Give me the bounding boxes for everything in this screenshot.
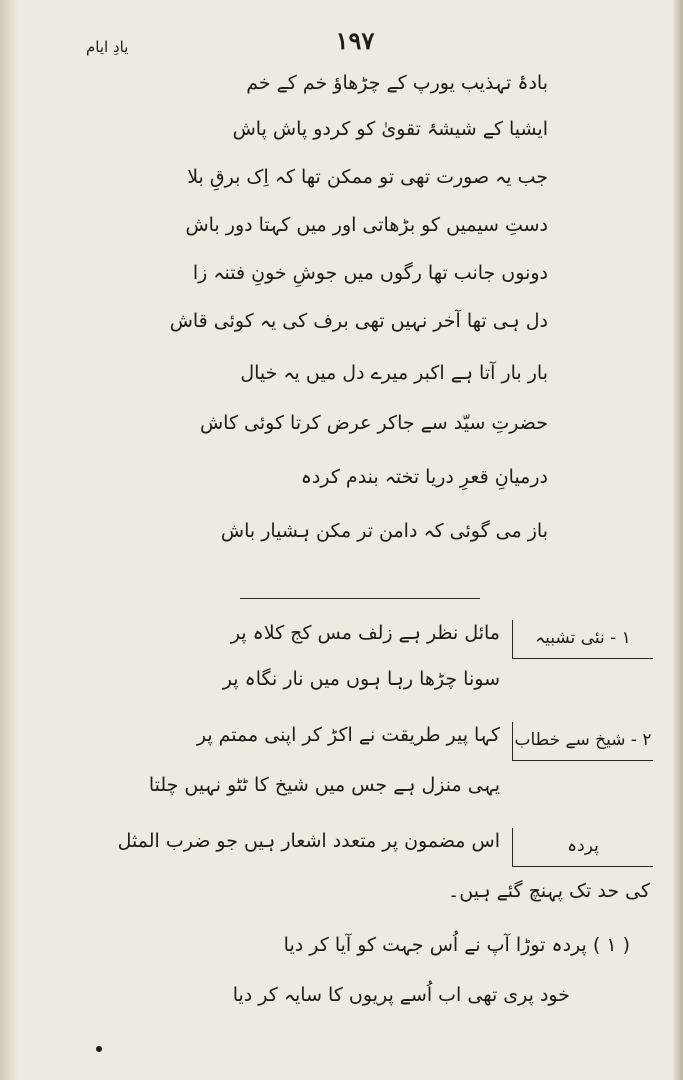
poem-line: دل ہی تھا آخر نہیں تھی برف کی یہ کوئی قاش bbox=[169, 310, 548, 332]
prose-line: کی حد تک پہنچ گئے ہیں۔ bbox=[448, 880, 650, 902]
section-label-sheikh: ۲ - شیخ سے خطاب bbox=[512, 722, 653, 761]
verse-line: کہا پیر طریقت نے اکڑ کر اپنی ممتم پر bbox=[196, 724, 500, 746]
verse-line: ( ۱ ) پردہ توڑا آپ نے اُس جہت کو آیا کر دیا bbox=[283, 934, 630, 956]
section-divider bbox=[240, 598, 480, 599]
poem-line: دونوں جانب تھا رگوں میں جوشِ خونِ فتنہ زا bbox=[192, 262, 548, 284]
running-head: یادِ ایام bbox=[86, 38, 129, 56]
verse-line: خود پری تھی اب اُسے پریوں کا سایہ کر دیا bbox=[232, 984, 570, 1006]
poem-line: بار بار آتا ہے اکبر میرے دل میں یہ خیال bbox=[240, 362, 548, 384]
page-number: ۱۹۷ bbox=[335, 26, 375, 55]
poem-line: دستِ سیمیں کو بڑھاتی اور میں کہتا دور باش bbox=[185, 214, 548, 236]
prose-line: اس مضمون پر متعدد اشعار ہیں جو ضرب المثل bbox=[117, 830, 500, 852]
verse-line: مائل نظر ہے زلف مس کج کلاہ پر bbox=[230, 622, 500, 644]
poem-line: ایشیا کے شیشۂ تقویٰ کو کردو پاش پاش bbox=[232, 118, 548, 140]
verse-line: یہی منزل ہے جس میں شیخ کا ٹٹو نہیں چلتا bbox=[148, 774, 500, 796]
section-label-parda: پردہ bbox=[512, 828, 653, 867]
ink-dot bbox=[96, 1046, 102, 1052]
verse-line: سونا چڑھا رہا ہوں میں نار نگاہ پر bbox=[222, 668, 500, 690]
poem-line: باز می گوئی کہ دامن تر مکن ہشیار باش bbox=[220, 520, 548, 542]
poem-line: جب یہ صورت تھی تو ممکن تھا کہ اِک برقِ بلا bbox=[187, 166, 548, 188]
poem-line: بادۂ تہذیب یورپ کے چڑھاؤ خم کے خم bbox=[246, 72, 548, 94]
poem-line: درمیانِ قعرِ دریا تختہ بندم کردہ bbox=[300, 466, 548, 488]
poem-line: حضرتِ سیّد سے جاکر عرض کرتا کوئی کاش bbox=[199, 412, 548, 434]
section-label-tashbih: ۱ - نئی تشبیہ bbox=[512, 620, 653, 659]
